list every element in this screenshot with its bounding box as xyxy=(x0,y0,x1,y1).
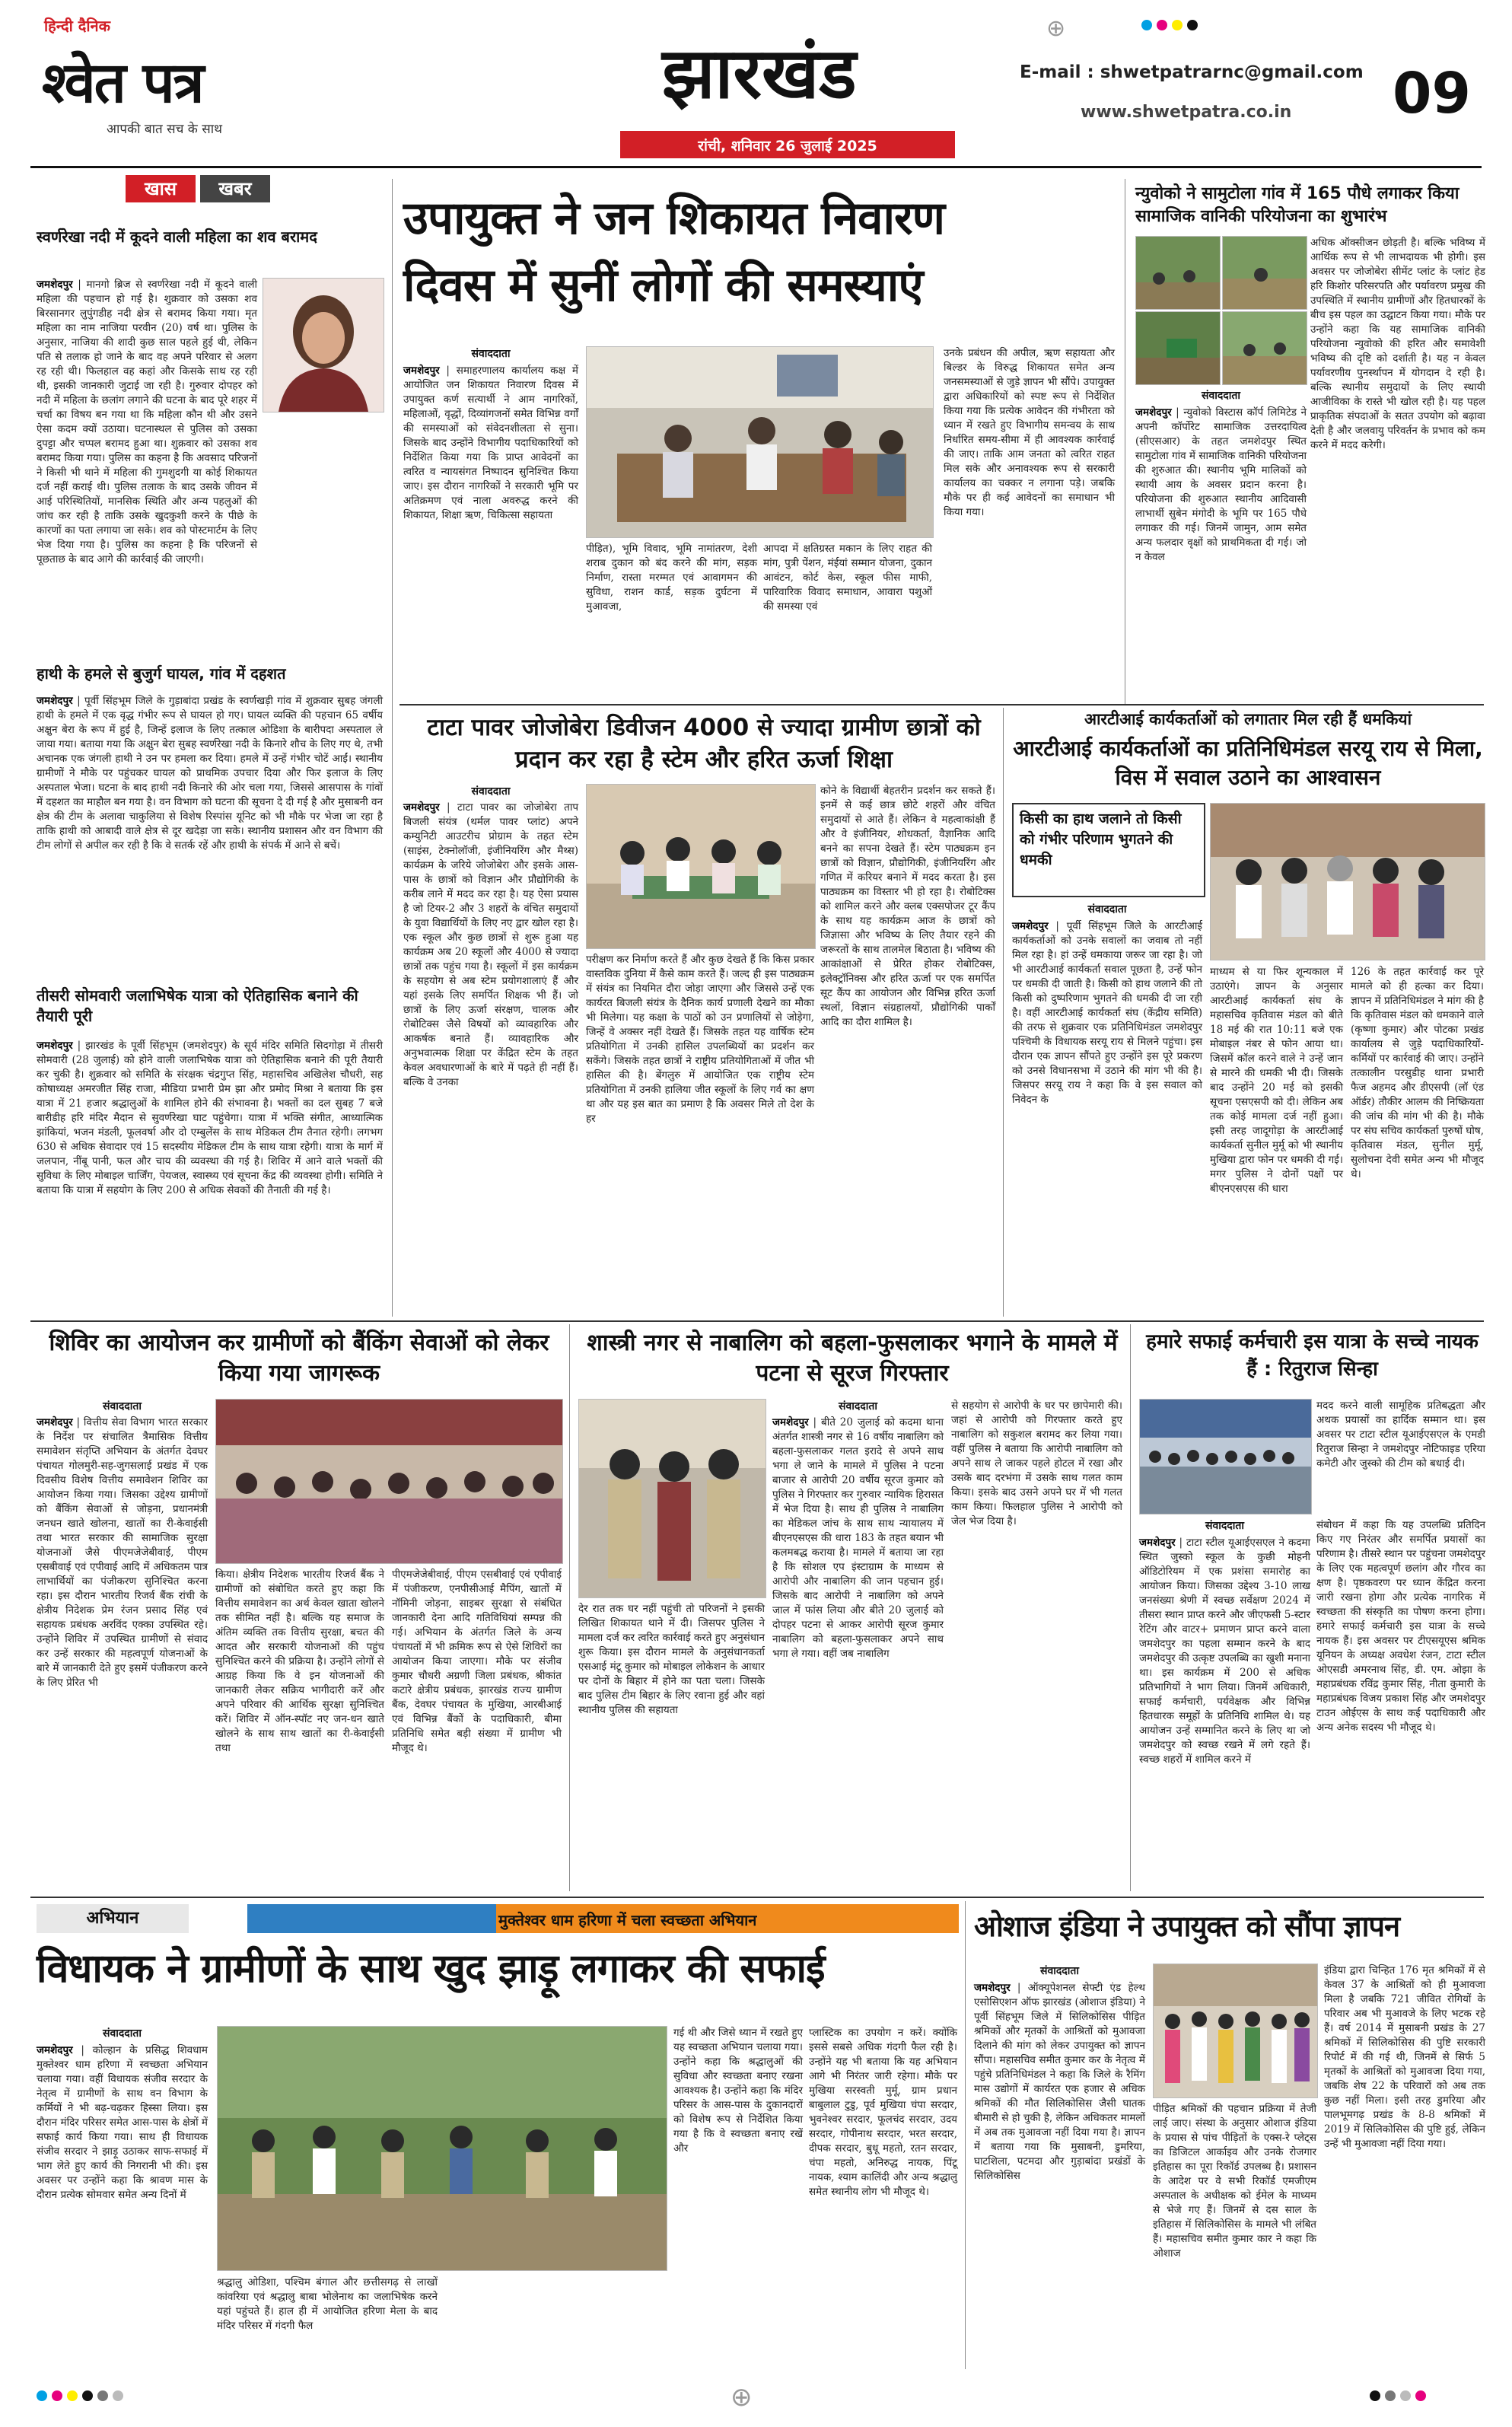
email-line: E-mail : shwetpatrarnc@gmail.com xyxy=(1020,62,1364,82)
footer-color-dots-left xyxy=(37,2390,128,2404)
oshaz-dateline: जमशेदपुर xyxy=(974,1982,1011,1994)
tree-headline: न्युवोको ने सामुटोला गांव में 165 पौधे लगाकर किया सामाजिक वानिकी परियोजना का शुभारंभ xyxy=(1135,184,1459,226)
bank-body-col2: किया। क्षेत्रीय निदेशक भारतीय रिजर्व बैंक ने ग्रामीणों को संबोधित करते हुए कहा कि वित्तीय समावेशन का अर्थ केवल खाता खोलने तक सीमित नहीं है। बल्कि यह समाज के अंतिम व्यक्ति तक वित्तीय सुरक्षा, बचत की आदत और सरकारी योजनाओं की पहुंच सुनिश्चित करने की प्रक्रिया है। उन्होंने लोगों से आग्रह किया कि वे इन योजनाओं की जानकारी लेकर सक्रिय भागीदारी करें और अपने परिवार की आर्थिक सुरक्षा सुनिश्चित करें। शिविर में ऑन-स्पॉट नए जन-धन खाते खोलने के साथ साथ खातों का री-केवाईसी तथा xyxy=(215,1569,384,1754)
sidebar-story3-text: झारखंड के पूर्वी सिंहभूम (जमशेदपुर) के सूर्य मंदिर समिति सिदगोड़ा में तीसरी सोमवारी (28 जुलाई) को होने वाली जलाभिषेक यात्रा को ऐतिहासिक बनाने की पूरी तैयारी कर चुकी है। शुक्रवार को समिति के संरक्षक चंद्रगुप्त सिंह, महासचिव अखिलेश चौधरी, सह कोषाध्यक्ष अमरजीत सिंह राजा, मीडिया प्रभारी प्रेम झा और प्रमोद मिश्रा ने बताया कि इस यात्रा में 21 हजार श्रद्धालुओं के शामिल होने की संभावना है। भक्तों का दल सुबह 7 बजे बारीडीह हरि मंदिर मैदान से सुवर्णरेखा घाट पहुंचेगा। यात्रा में भक्ति संगीत, आध्यात्मिक झांकियां, भजन मंडली, फूलवर्षा और दो एम्बुलेंस के साथ मेडिकल टीम तैनात रहेगी। लगभग 630 से अधिक सेवादार एवं 15 सदस्यीय मेडिकल टीम के साथ यात्रा रहेगी। यात्रा के मार्ग में जलपान, नींबू पानी, फल और चाय की व्यवस्था की गई है। शिविर में आने वाले भक्तों की सुविधा के लिए मोबाइल चार्जिंग, पेयजल, स्वास्थ्य एवं सूचना केंद्र की व्यवस्था होगी। समिति ने बताया कि यात्रा में सहयोग के लिए 200 से अधिक सेवकों की तैनाती की गई है। xyxy=(37,1040,383,1196)
tagline: आपकी बात सच के साथ xyxy=(107,122,223,137)
dateline-text: रांची, शनिवार 26 जुलाई 2025 xyxy=(698,138,877,154)
students-stem-lab-image xyxy=(587,785,815,948)
tree-bureau: संवाददाता xyxy=(1202,390,1240,402)
arrest-bureau: संवाददाता xyxy=(839,1400,877,1413)
tata-divider-right xyxy=(1003,708,1004,1317)
rti-body-col1-text: पूर्वी सिंहभूम जिले के आरटीआई कार्यकर्ताओं को उनके सवालों का जवाब तो नहीं मिल रहा है। हां उन्हें धमकाया जरूर जा रहा है। जो भी आरटीआई कार्यकर्ता सवाल पूछता है, उन्हें फोन पर धमकी दी जाती है। किसी को हाथ जलाने की तो किसी को दुष्परिणाम भुगतने की धमकी दी जा रही है। वहीं आरटीआई कार्यकर्ता संघ (केंद्रीय समिति) की तरफ से शुक्रवार एक प्रतिनिधिमंडल जमशेदपुर पश्चिमी के विधायक सरयू राय से मिलने पहुंचा। इस दौरान एक ज्ञापन सौंपते हुए उन्होंने इस पूरे प्रकरण को उनसे विधानसभा में उठाने की मांग भी की है। जिसपर सरयू राय ने कहा कि वे इस सवाल को निवेदन के xyxy=(1012,920,1202,1106)
oshaz-body-col2: पीड़ित श्रमिकों की पहचान प्रक्रिया में तेजी लाई जाए। संस्था के अनुसार ओशाज इंडिया के प्रयास से पांच पीड़ितों के एक्स-रे प्लेट्स का डिजिटल आर्काइव और उनके रोजगार इतिहास का पूरा रिकॉर्ड उपलब्ध है। प्रशासन के आदेश पर वे सभी रिकॉर्ड एमजीएम अस्पताल के अधीक्षक को ईमेल के माध्यम से भेजे गए हैं। जिनमें से दस साल के इतिहास में सिलिकोसिस के मामले भी लंबित हैं। महासचिव समीत कुमार कार ने कहा कि ओशाज xyxy=(1153,2103,1316,2260)
rti-body-col3: 126 के तहत कार्रवाई कर पूरे मामले को ही हल्का कर दिया। ज्ञापन में प्रतिनिधिमंडल ने मांग की है कि कृतिवास मंडल को धमकाने वाले (कृष्णा कुमार) और पोटका प्रखंड कार्यालय से जुड़े पदाधिकारियों-कर्मियों पर कार्रवाई की जाए। उन्होंने तत्कालीन परसुडीह थाना प्रभारी फैज अहमद और डीएसपी (लॉ एंड ऑर्डर) तौकीर आलम की निष्क्रियता की जांच की मांग भी की है। मौके पर संघ सचिव कार्यकर्ता पुरुषों घोष, कृतिवास मंडल, सुनील मुर्मू, सुलोचना देवी समेत अन्य भी मौजूद थे। xyxy=(1351,966,1484,1180)
rti-bureau: संवाददाता xyxy=(1087,903,1127,916)
mla-banner-text: मुक्तेश्वर धाम हरिणा में चला स्वच्छता अभियान xyxy=(498,1911,757,1929)
rti-photo xyxy=(1210,803,1485,960)
row3-rule xyxy=(30,1897,1484,1898)
lead-bureau: संवाददाता xyxy=(471,348,511,360)
mla-body-col1-text: कोल्हान के प्रसिद्ध शिवधाम मुक्तेश्वर धाम हरिणा में स्वच्छता अभियान चलाया गया। वहीं विधायक संजीव सरदार के नेतृत्व में ग्रामीणों के साथ वन विभाग के कर्मियों ने भी बढ़-चढ़कर हिस्सा लिया। इस दौरान मंदिर परिसर समेत आस-पास के क्षेत्रों में सफाई कार्य किया गया। साथ ही विधायक संजीव सरदार ने झाड़ू उठाकर साफ-सफाई में भाग लेते हुए कार्य की निगरानी भी की। इस अवसर पर उन्होंने कहा कि श्रावण मास के दौरान प्रत्येक सोमवार समेत अन्य दिनों में xyxy=(37,2044,208,2201)
sanitation-workers-group-image xyxy=(1140,1400,1311,1514)
masthead xyxy=(0,0,1512,164)
lead-dateline: जमशेदपुर xyxy=(403,365,440,377)
tree-photo-3 xyxy=(1135,311,1221,385)
plantation-image xyxy=(1136,312,1220,384)
rti-pullquote-box xyxy=(1012,803,1205,897)
tata-body-col2: परीक्षण कर निर्माण करते हैं और कुछ देखते हैं कि किस प्रकार वास्तविक दुनिया में कैसे काम करते हैं। जल्द ही इस पाठ्यक्रम में संयंत्र का नियमित दौरा जोड़ा जाएगा और जिससे उन्हें एक कार्यरत बिजली संयंत्र के दैनिक कार्य प्रणाली देखने का मौका भी मिलेगा। यह कक्षा के पाठों को उन प्रणालियों से जोड़ेगा, जिन्हें वे अक्सर नहीं देखते हैं। जिसके तहत यह वार्षिक स्टेम प्रतियोगिता में उनकी हासिल उपलब्धियों का प्रदर्शन कर सकेंगे। जिसके तहत छात्रों ने राष्ट्रीय प्रतियोगिताओं में जीत भी हासिल की है। बेंगलुरु में आयोजित एक राष्ट्रीय स्टेम प्रतियोगिता में उनकी हालिया जीत स्कूलों के लिए गर्व का क्षण था और यह इस बात का प्रमाण है कि अवसर मिले तो देश के हर xyxy=(586,954,814,1125)
rti-kicker: आरटीआई कार्यकर्ताओं को लगातार मिल रही हैं धमकियां xyxy=(1084,710,1412,728)
tata-photo xyxy=(586,784,816,949)
police-arrest-image xyxy=(579,1400,766,1597)
bank-headline: शिविर का आयोजन कर ग्रामीणों को बैंकिंग सेवाओं को लेकर किया गया जागरूक xyxy=(49,1330,549,1387)
cleanliness-drive-image xyxy=(218,2027,667,2270)
mla-body-col3: गई थी और जिसे ध्यान में रखते हुए यह स्वच्छता अभियान चलाया गया। उन्होंने कहा कि श्रद्धालुओं की सुविधा और स्वच्छता बनाए रखना आवश्यक है। उन्होंने कहा कि मंदिर परिसर के आस-पास के दुकानदारों को विशेष रूप से निर्देशित किया गया है कि वे स्वच्छता बनाए रखें और xyxy=(673,2027,803,2155)
tree-photo-4 xyxy=(1222,311,1307,385)
delegation-meeting-image xyxy=(1211,804,1485,960)
oshaz-headline: ओशाज इंडिया ने उपायुक्त को सौंपा ज्ञापन xyxy=(974,1909,1400,1943)
row1-rule xyxy=(399,704,1484,705)
row2-rule xyxy=(30,1320,1484,1322)
lead-headline-line1: उपायुक्त ने जन शिकायत निवारण xyxy=(403,192,944,245)
footer-color-dots-right xyxy=(1370,2390,1431,2404)
arrest-body-col1: जमशेदपुर | बीते 20 जुलाई को कदमा थाना अंतर्गत शास्त्री नगर से 16 वर्षीय नाबालिग को बहला-फुसलाकर गलत इरादे से अपने साथ भगा ले जाने के मामले में पुलिस ने पटना बाजार से आरोपी 20 वर्षीय सूरज कुमार को पुलिस ने गिरफ्तार कर गुरुवार न्यायिक हिरासत में भेज दिया है। साथ ही पुलिस ने नाबालिग का मेडिकल जांच के साथ साथ न्यायालय में बीएनएसएस की धारा 183 के तहत बयान भी कलमबद्ध कराया है। मामले में बताया जा रहा है कि सोशल एप इंस्टाग्राम के माध्यम से आरोपी और नाबालिग की जान पहचान हुई। जिसके बाद आरोपी ने नाबालिग को अपने जाल में फांस लिया और बीते 20 जुलाई को दोपहर पटना से आकर आरोपी सूरज कुमार नाबालिग को बहला-फुसलाकर अपने साथ भगा ले गया। वहीं जब नाबालिग xyxy=(772,1416,944,1660)
tree-body-right: अधिक ऑक्सीजन छोड़ती है। बल्कि भविष्य में आर्थिक रूप से भी लाभदायक भी होगी। इस अवसर पर जोजोबेरा सीमेंट प्लांट के प्लांट हेड हरि किशोर परिसरपति और पर्यावरण प्रमुख की उपस्थिति में स्थानीय ग्रामीणों और हितधारकों के बीच इस पहल का उद्घाटन किया गया। मौके पर उन्होंने कहा कि यह सामाजिक वानिकी परियोजना न्युवोको की हरित और समावेशी भविष्य की दृष्टि को दर्शाती है। यह न केवल पर्यावरणीय पुनर्स्थापन में योगदान दे रही है। बल्कि स्थानीय समुदायों के लिए स्थायी आजीविका के रास्ते भी खोल रही है। यह पहल प्राकृतिक संपदाओं के सतत उपयोग को बढ़ावा देती है और जलवायु परिवर्तन के प्रभाव को कम करने में मदद करेगी। xyxy=(1310,237,1485,451)
rti-body-col1: जमशेदपुर | पूर्वी सिंहभूम जिले के आरटीआई कार्यकर्ताओं को उनके सवालों का जवाब तो नहीं मिल रहा है। हां उन्हें धमकाया जरूर जा रहा है। जो भी आरटीआई कार्यकर्ता सवाल पूछता है, उन्हें फोन पर धमकी दी जाती है। किसी को हाथ जलाने की तो किसी को दुष्परिणाम भुगतने की धमकी दी जा रही है। वहीं आरटीआई कार्यकर्ता संघ (केंद्रीय समिति) की तरफ से शुक्रवार एक प्रतिनिधिमंडल जमशेदपुर पश्चिमी के विधायक सरयू राय से मिलने पहुंचा। इस दौरान एक ज्ञापन सौंपते हुए उन्होंने इस पूरे प्रकरण को उनसे विधानसभा में उठाने की मांग भी की है। जिसपर सरयू राय ने कहा कि वे इस सवाल को निवेदन के xyxy=(1012,920,1202,1106)
safai-photo xyxy=(1139,1399,1312,1514)
rti-headline: आरटीआई कार्यकर्ताओं का प्रतिनिधिमंडल सरयू राय से मिला, विस में सवाल उठाने का आश्वासन xyxy=(1013,736,1483,790)
tata-dateline: जमशेदपुर xyxy=(403,801,440,814)
sidebar-story2-headline: हाथी के हमले से बुजुर्ग घायल, गांव में दहशत xyxy=(37,664,286,683)
mla-section-label: अभियान xyxy=(37,1904,189,1933)
rti-pullquote: किसी का हाथ जलाने तो किसी को गंभीर परिणाम भुगतने की धमकी xyxy=(1020,811,1182,868)
sidebar-story1-headline: स्वर्णरेखा नदी में कूदने वाली महिला का शव बरामद xyxy=(37,228,317,246)
registration-mark: ⊕ xyxy=(1046,15,1066,42)
page-number: 09 xyxy=(1393,61,1471,126)
mla-headline: विधायक ने ग्रामीणों के साथ खुद झाड़ू लगाकर की सफाई xyxy=(37,1946,825,1992)
arrest-divider-right xyxy=(1130,1324,1131,1891)
safai-headline: हमारे सफाई कर्मचारी इस यात्रा के सच्चे नायक हैं : रितुराज सिन्हा xyxy=(1146,1330,1479,1381)
mla-divider-right xyxy=(965,1901,966,2369)
sidebar-story1-dateline: जमशेदपुर xyxy=(37,279,73,291)
tree-dateline: जमशेदपुर xyxy=(1135,406,1172,419)
sidebar-story3-dateline: जमशेदपुर xyxy=(37,1040,73,1052)
oshaz-body-col1: जमशेदपुर | ऑक्यूपेशनल सेफ्टी एंड हेल्थ एसोसिएशन ऑफ झारखंड (ओशाज इंडिया) ने पूर्वी सिंहभूम जिले में सिलिकोसिस पीड़ित श्रमिकों और मृतकों के आश्रितों को मुआवजा दिलाने की मांग को लेकर उपायुक्त को ज्ञापन सौंपा। महासचिव समीत कुमार कर के नेतृत्व में पहुंचे प्रतिनिधिमंडल ने कहा कि जिले के रैमिंग मास उद्योगों में कार्यरत एक हजार से अधिक श्रमिकों की मौत सिलिकोसिस जैसी घातक बीमारी से हो चुकी है, लेकिन अधिकतर मामलों में अब तक मुआवजा नहीं दिया गया है। ज्ञापन में बताया गया कि मुसाबनी, डुमरिया, घाटशिला, पटमदा और गुड़ाबांदा प्रखंडों के सिलिकोसिस xyxy=(974,1982,1145,2182)
tree-photo-1 xyxy=(1135,236,1221,310)
office-meeting-image xyxy=(587,347,933,537)
lead-body-col4: उनके प्रबंधन की अपील, ऋण सहायता और बिल्डर के विरुद्ध शिकायत समेत अन्य जनसमस्याओं से जुड़े ज्ञापन भी सौंपे। उपायुक्त द्वारा अधिकारियों को स्पष्ट रूप से निर्देशित किया गया कि प्रत्येक आवेदन की गंभीरता को ध्यान में रखते हुए विभागीय समन्वय के साथ निर्धारित समय-सीमा में ही आवश्यक कार्रवाई की जाए। ताकि आम जनता को त्वरित राहत मिल सके और अनावश्यक रूप से सरकारी कार्यालय का चक्कर न लगाना पड़े। जबकि मौके पर ही कई आवेदनों का समाधान भी किया गया। xyxy=(944,347,1115,518)
bank-dateline: जमशेदपुर xyxy=(37,1416,73,1428)
lead-headline-line2: दिवस में सुनीं लोगों की समस्याएं xyxy=(403,259,923,312)
sidebar-story2-text: पूर्वी सिंहभूम जिले के गुड़ाबांदा प्रखंड के स्वर्णखड़ी गांव में शुक्रवार सुबह जंगली हाथी के हमले में एक वृद्ध गंभीर रूप से घायल हो गए। घायल व्यक्ति की पहचान 65 वर्षीय अक्षुन बेरा के रूप में हुई है, जिन्हें इलाज के लिए तत्काल ओडिशा के बारीपदा अस्पताल ले जाया गया। बताया गया कि अक्षुन बेरा सुबह स्वर्णरेखा नदी के किनारे शौच के लिए गए थे, तभी अचानक एक जंगली हाथी ने उन पर हमला कर दिया। हमले में उन्हें गंभीर चोटें आईं। स्थानीय ग्रामीणों ने मौके पर पहुंचकर घायल को प्राथमिक उपचार दिया और फिर इलाज के लिए अस्पताल भेजा। घटना के बाद हाथी नदी किनारे की ओर चला गया, जिससे आसपास के गांवों में दहशत का माहौल बन गया है। वन विभाग को घटना की सूचना दे दी गई है और मुसाबनी वन क्षेत्र की टीम के अलावा चाकुलिया से विशेष रिस्पांस यूनिट को भी मौके पर भेजा जा रहा है ताकि हाथी को आबादी वाले क्षेत्र से दूर खदेड़ा जा सके। स्थानीय प्रशासन और वन विभाग की टीम लोगों से अपील कर रही है कि वे सतर्क रहें और हाथी के संपर्क में आने से बचें। xyxy=(37,695,383,852)
sidebar-story1-text: मानगो ब्रिज से स्वर्णरेखा नदी में कूदने वाली महिला की पहचान हो गई है। शुक्रवार को उसका शव बिरसानगर लुपुंगडीह नदी क्षेत्र से बरामद किया गया। मृत महिला का नाम नाजिया परवीन (20) वर्ष था। पुलिस के अनुसार, नाजिया की शादी कुछ साल पहले हुई थी, लेकिन पति से तलाक हो जाने के बाद वह अपने परिवार से अलग रह रही थी। फिलहाल वह कहां और किसके साथ रह रही थी, इसकी जानकारी जुटाई जा रही है। गुरुवार दोपहर को नदी में महिला के छलांग लगाने की घटना के बाद पूरे शहर में चर्चा का विषय बन गया था कि महिला कौन थी और उसने ऐसा कदम क्यों उठाया। घटनास्थल से पुलिस को उसका दुपट्टा और चप्पल बरामद हुआ था। शुक्रवार को उसका शव बरामद किया गया। पुलिस का कहना है कि अवसाद परिजनों ने किसी भी थाने में महिला की गुमशुदगी या कोई शिकायत दर्ज नहीं कराई थी। पुलिस तलाक के बाद उसके जीवन में आई परिस्थितियों, मानसिक स्थिति और अन्य पहलुओं की जांच कर रही है ताकि उसके खुदकुशी करने के पीछे के कारणों का पता लगाया जा सके। शव को पोस्टमार्टम के लिए भेज दिया गया है। पुलिस का कहना है कि परिजनों से पूछताछ के बाद आगे की कार्रवाई की जाएगी। xyxy=(37,279,257,565)
sidebar-story1-photo xyxy=(263,278,384,412)
sidebar-label-b: खबर xyxy=(200,175,270,202)
safai-body-col1: जमशेदपुर | टाटा स्टील यूआईएसएल ने कदमा स्थित जुस्को स्कूल के कुछी मोहनी ऑडिटोरियम में एक प्रशंसा समारोह का आयोजन किया। जिसका उद्देश्य 3-10 लाख जनसंख्या श्रेणी में स्वच्छ सर्वेक्षण 2024 में तीसरा स्थान प्राप्त करने और जीएफसी 5-स्टार रेटिंग और वाटर+ प्रमाणन प्राप्त करने वाला जमशेदपुर का पहला सम्मान करने के बाद जमशेदपुर की उत्कृष्ट उपलब्धि का खुशी मनाना था। इस कार्यक्रम में 200 से अधिक प्रतिभागियों ने भाग लिया। जिनमें अधिकारी, सफाई कर्मचारी, पर्यवेक्षक और विभिन्न हितधारक समूहों के प्रतिनिधि शामिल थे। यह आयोजन उन्हें सम्मानित करने के लिए था जो जमशेदपुर को स्वच्छ रखने में लगे रहते हैं। स्वच्छ शहरों में शामिल करने में xyxy=(1139,1537,1310,1766)
sidebar-divider xyxy=(392,179,393,1317)
safai-body-top: मदद करने वाली सामूहिक प्रतिबद्धता और अथक प्रयासों का हार्दिक सम्मान था। इस अवसर पर टाटा स्टील यूआईएसएल के एमडी रितुराज सिन्हा ने जमशेदपुर नोटिफाइड एरिया कमेटी और जुस्को की टीम को बधाई दी। xyxy=(1316,1400,1485,1470)
mla-bureau: संवाददाता xyxy=(103,2027,142,2040)
mla-banner xyxy=(247,1904,959,1933)
bank-body-col1-text: वित्तीय सेवा विभाग भारत सरकार के निर्देश पर संचालित त्रैमासिक वित्तीय समावेशन संतृप्ति अभियान के अंतर्गत देवघर पंचायत गोलमुरी-सह-जुगसलाई प्रखंड में एक दिवसीय विशेष वित्तीय समावेशन शिविर का आयोजन किया गया। जिसका उद्देश्य ग्रामीणों को बैंकिंग सेवाओं से जोड़ना, प्रधानमंत्री जनधन खाते खोलना, खातों का री-केवाईसी तथा भारत सरकार की सामाजिक सुरक्षा योजनाओं जैसे पीएमजेजेबीवाई, पीएम एसबीवाई एवं एपीवाई आदि में अधिकतम पात्र लाभार्थियों का पंजीकरण सुनिश्चित करना रहा। इस दौरान भारतीय रिजर्व बैंक रांची के क्षेत्रीय निदेशक प्रेम रंजन प्रसाद सिंह एवं सहायक प्रबंधक अरविंद एक्का उपस्थित रहे। उन्होंने शिविर में उपस्थित ग्रामीणों से संवाद कर उन्हें सरकार की महत्वपूर्ण योजनाओं के बारे में जानकारी देते हुए इसमें पंजीकरण करने के लिए प्रेरित भी xyxy=(37,1416,208,1689)
tata-headline: टाटा पावर जोजोबेरा डिवीजन 4000 से ज्यादा ग्रामीण छात्रों को प्रदान कर रहा है स्टेम और हरित ऊर्जा शिक्षा xyxy=(427,714,981,773)
tata-body-col1: जमशेदपुर | टाटा पावर का जोजोबेरा ताप बिजली संयंत्र (थर्मल पावर प्लांट) अपने कम्युनिटी आउटरीच प्रोग्राम के तहत स्टेम (साइंस, टेक्नोलॉजी, इंजीनियरिंग और मैथ्स) कार्यक्रम के जरिये जोजोबेरा और इसके आस-पास के छात्रों को विज्ञान और प्रौद्योगिकी के करीब लाने में मदद कर रहा है। यह ऐसा प्रयास है जो टियर-2 और 3 शहरों के वंचित समुदायों के युवा विद्यार्थियों के लिए नए द्वार खोल रहा है। एक स्कूल और कुछ छात्रों से शुरू हुआ यह कार्यक्रम अब 20 स्कूलों और 4000 से ज्यादा छात्रों तक पहुंच गया है। स्कूलों में इस कार्यक्रम के सहयोग से अब स्टेम प्रयोगशालाएं हैं और यहां इसके लिए समर्पित शिक्षक भी हैं। जो छात्रों के लिए ऊर्जा संरक्षण, चालक और रोबोटिक्स जैसे विषयों को व्यावहारिक और आकर्षक बनाते हैं। व्यावहारिक और अनुभवात्मक शिक्षा पर केंद्रित स्टेम के तहत केवल अवधारणाओं के बारे में पढ़ते ही नहीं हैं। बल्कि वे उनका xyxy=(403,801,579,1088)
lead-body-col2: पीड़ित), भूमि विवाद, भूमि नामांतरण, देशी शराब दुकान को बंद करने की मांग, सड़क निर्माण, रास्ता मरम्मत एवं आवागमन की सुविधा, राशन कार्ड, सड़क दुर्घटना में मुआवजा, xyxy=(586,543,757,613)
bank-body-col3: पीएमजेजेबीवाई, पीएम एसबीवाई एवं एपीवाई में पंजीकरण, एनपीसीआई मैपिंग, खातों में नॉमिनी जोड़ना, साइबर सुरक्षा से संबंधित जानकारी देना आदि गतिविधियां सम्पन्न की गई। अभियान के अंतर्गत जिले के अन्य पंचायतों में भी क्रमिक रूप से ऐसे शिविरों का आयोजन किया जाएगा। मौके पर संजीव कुमार चौधरी अग्रणी जिला प्रबंधक, श्रीकांत कटारे क्षेत्रीय प्रबंधक, झारखंड राज्य ग्रामीण बैंक, देवघर पंचायत के मुखिया, आरबीआई एवं विभिन्न बैंकों के पदाधिकारी, बीमा प्रतिनिधि समेत बड़ी संख्या में ग्रामीण भी मौजूद थे। xyxy=(392,1569,562,1754)
mla-body-col1: जमशेदपुर | कोल्हान के प्रसिद्ध शिवधाम मुक्तेश्वर धाम हरिणा में स्वच्छता अभियान चलाया गया। वहीं विधायक संजीव सरदार के नेतृत्व में ग्रामीणों के साथ वन विभाग के कर्मियों ने भी बढ़-चढ़कर हिस्सा लिया। इस दौरान मंदिर परिसर समेत आस-पास के क्षेत्रों में सफाई कार्य किया गया। साथ ही विधायक संजीव सरदार ने झाड़ू उठाकर साफ-सफाई में भाग लेते हुए कार्य की निगरानी भी की। इस अवसर पर उन्होंने कहा कि श्रावण मास के दौरान प्रत्येक सोमवार समेत अन्य दिनों में xyxy=(37,2044,208,2201)
mla-photo xyxy=(217,2026,667,2271)
arrest-body-col1-text: बीते 20 जुलाई को कदमा थाना अंतर्गत शास्त्री नगर से 16 वर्षीय नाबालिग को बहला-फुसलाकर गलत इरादे से अपने साथ भगा ले जाने के मामले में पुलिस ने पटना बाजार से आरोपी 20 वर्षीय सूरज कुमार को पुलिस ने गिरफ्तार कर गुरुवार न्यायिक हिरासत में भेज दिया है। साथ ही पुलिस ने नाबालिग का मेडिकल जांच के साथ साथ न्यायालय में बीएनएसएस की धारा 183 के तहत बयान भी कलमबद्ध कराया है। मामले में बताया जा रहा है कि सोशल एप इंस्टाग्राम के माध्यम से आरोपी और नाबालिग की जान पहचान हुई। जिसके बाद आरोपी ने नाबालिग को अपने जाल में फांस लिया और बीते 20 जुलाई को दोपहर पटना से आकर आरोपी सूरज कुमार नाबालिग को बहला-फुसलाकर अपने साथ भगा ले गया। वहीं जब नाबालिग xyxy=(772,1416,944,1660)
tata-bureau: संवाददाता xyxy=(471,785,511,798)
tata-body-col1-text: टाटा पावर का जोजोबेरा ताप बिजली संयंत्र (थर्मल पावर प्लांट) अपने कम्युनिटी आउटरीच प्रोग्राम के तहत स्टेम (साइंस, टेक्नोलॉजी, इंजीनियरिंग और मैथ्स) कार्यक्रम के जरिये जोजोबेरा और इसके आस-पास के छात्रों को विज्ञान और प्रौद्योगिकी के करीब लाने में मदद कर रहा है। यह ऐसा प्रयास है जो टियर-2 और 3 शहरों के वंचित समुदायों के युवा विद्यार्थियों के लिए नए द्वार खोल रहा है। एक स्कूल और कुछ छात्रों से शुरू हुआ यह कार्यक्रम अब 20 स्कूलों और 4000 से ज्यादा छात्रों तक पहुंच गया है। स्कूलों में इस कार्यक्रम के सहयोग से अब स्टेम प्रयोगशालाएं हैं और यहां इसके लिए समर्पित शिक्षक भी हैं। जो छात्रों के लिए ऊर्जा संरक्षण, चालक और रोबोटिक्स जैसे विषयों को व्यावहारिक और आकर्षक बनाते हैं। व्यावहारिक और अनुभवात्मक शिक्षा पर केंद्रित स्टेम के तहत केवल अवधारणाओं के बारे में पढ़ते ही नहीं हैं। बल्कि वे उनका xyxy=(403,801,579,1088)
footer-registration-mark: ⊕ xyxy=(731,2382,753,2413)
arrest-body-col3: से सहयोग से आरोपी के घर पर छापेमारी की। जहां से आरोपी को गिरफ्तार करते हुए नाबालिग को सकुशल बरामद कर लिया गया। वहीं पुलिस ने बताया कि आरोपी नाबालिग को अपने साथ ले जाकर पहले होटल में रखा और उसके बाद दरभंगा में उसके साथ गलत काम किया। इसके बाद उसने अपने घर में भी गलत काम किया। फिलहाल पुलिस ने आरोपी को जेल भेज दिया है। xyxy=(951,1400,1122,1527)
paper-name: श्वेत पत्र xyxy=(42,50,203,116)
oshaz-photo xyxy=(1153,1964,1318,2098)
mla-body-col2: श्रद्धालु ओडिशा, पश्चिम बंगाल और छत्तीसगढ़ से लाखों कांवरिया एवं श्रद्धालु बाबा भोलेनाथ का जलाभिषेक करने यहां पहुंचते हैं। हाल ही में आयोजित हरिणा मेला के बाद मंदिर परिसर में गंदगी फैल xyxy=(217,2276,438,2332)
sidebar-story1-body: जमशेदपुर | मानगो ब्रिज से स्वर्णरेखा नदी में कूदने वाली महिला की पहचान हो गई है। शुक्रवार को उसका शव बिरसानगर लुपुंगडीह नदी क्षेत्र से बरामद किया गया। मृत महिला का नाम नाजिया परवीन (20) वर्ष था। पुलिस के अनुसार, नाजिया की शादी कुछ साल पहले हुई थी, लेकिन पति से तलाक हो जाने के बाद वह अपने परिवार से अलग रह रही थी। फिलहाल वह कहां और किसके साथ रह रही थी, इसकी जानकारी जुटाई जा रही है। गुरुवार दोपहर को नदी में महिला के छलांग लगाने की घटना के बाद पूरे शहर में चर्चा का विषय बन गया था कि महिला कौन थी और उसने ऐसा कदम क्यों उठाया। घटनास्थल से पुलिस को उसका दुपट्टा और चप्पल बरामद हुआ था। शुक्रवार को उसका शव बरामद किया गया। पुलिस का कहना है कि अवसाद परिजनों ने किसी भी थाने में महिला की गुमशुदगी या कोई शिकायत दर्ज नहीं कराई थी। पुलिस तलाक के बाद उसके जीवन में आई परिस्थितियों, मानसिक स्थिति और अन्य पहलुओं की जांच कर रही है ताकि उसके खुदकुशी करने के पीछे के कारणों का पता लगाया जा सके। शव को पोस्टमार्टम के लिए भेज दिया गया है। पुलिस का कहना है कि परिजनों से पूछताछ के बाद आगे की कार्रवाई की जाएगी। xyxy=(37,279,257,565)
arrest-body-col2: देर रात तक घर नहीं पहुंची तो परिजनों ने इसकी लिखित शिकायत थाने में दी। जिसपर पुलिस ने मामला दर्ज कर त्वरित कार्रवाई करते हुए अनुसंधान शुरू किया। इस दौरान मामले के अनुसंधानकर्ता एसआई मंटू कुमार को मोबाइल लोकेशन के आधार पर दोनों के बिहार में होने का पता चला। जिसके बाद पुलिस टीम बिहार के लिए रवाना हुई और वहां स्थानीय पुलिस की सहायता xyxy=(578,1603,765,1716)
bank-photo xyxy=(215,1399,563,1564)
sidebar-label-a: खास xyxy=(126,175,196,202)
memorandum-delegation-image xyxy=(1154,1964,1317,2097)
sidebar-story3-headline: तीसरी सोमवारी जलाभिषेक यात्रा को ऐतिहासिक बनाने की तैयारी पूरी xyxy=(37,986,358,1025)
tree-body-left: जमशेदपुर | न्युवोको विस्टास कॉर्प लिमिटेड ने अपनी कॉर्पोरेट सामाजिक उत्तरदायित्व (सीएसआर) के तहत जमशेदपुर स्थित सामुटोला गांव में सामाजिक वानिकी परियोजना की शुरुआत की। स्थानीय भूमि मालिकों को स्थायी आय के अवसर प्रदान करना है। परियोजना की शुरुआत स्थानीय आदिवासी लाभार्थी सुबेन मंगोदी के भूमि पर 165 पौधे लगाकर की गई। जिनमें जामुन, आम समेत अन्य फलदार वृक्षों को प्राथमिकता दी गई। जो न केवल xyxy=(1135,406,1307,563)
rti-dateline: जमशेदपुर xyxy=(1012,920,1049,932)
arrest-photo xyxy=(578,1399,766,1598)
oshaz-body-col1-text: ऑक्यूपेशनल सेफ्टी एंड हेल्थ एसोसिएशन ऑफ झारखंड (ओशाज इंडिया) ने पूर्वी सिंहभूम जिले में सिलिकोसिस पीड़ित श्रमिकों और मृतकों के आश्रितों को मुआवजा दिलाने की मांग को लेकर उपायुक्त को ज्ञापन सौंपा। महासचिव समीत कुमार कर के नेतृत्व में पहुंचे प्रतिनिधिमंडल ने कहा कि जिले के रैमिंग मास उद्योगों में कार्यरत एक हजार से अधिक श्रमिकों की मौत सिलिकोसिस जैसी घातक बीमारी से हो चुकी है, लेकिन अधिकतर मामलों में अब तक मुआवजा नहीं दिया गया है। ज्ञापन में बताया गया कि मुसाबनी, डुमरिया, घाटशिला, पटमदा और गुड़ाबांदा प्रखंडों के सिलिकोसिस xyxy=(974,1982,1145,2182)
tata-body-col3: कोने के विद्यार्थी बेहतरीन प्रदर्शन कर सकते हैं। इनमें से कई छात्र छोटे शहरों और वंचित समुदायों से आते हैं। लेकिन वे महत्वाकांक्षी हैं और वे इंजीनियर, शोधकर्ता, वैज्ञानिक आदि बनने का सपना देखते हैं। स्टेम पाठ्यक्रम इन छात्रों को विज्ञान, प्रौद्योगिकी, इंजीनियरिंग और गणित में करियर बनाने में मदद करता है। इस पाठ्यक्रम का विस्तार भी हो रहा है। रोबोटिक्स को शामिल करने और क्लब एक्सपोजर टूर कैंप के साथ यह कार्यक्रम आज के छात्रों को जिज्ञासा और भविष्य के लिए तैयार रहने की जरूरतों के साथ तालमेल बिठाता है। भविष्य की आकांक्षाओं से प्रेरित होकर रोबोटिक्स, इलेक्ट्रॉनिक्स और हरित ऊर्जा पर एक समर्पित सूट कैंप का आयोजन और विभिन्न हरित ऊर्जा स्थलों, विज्ञान संग्रहालयों, प्रौद्योगिकी पार्कों आदि का दौरा शामिल है। xyxy=(820,785,995,1028)
sidebar-story3-body: जमशेदपुर | झारखंड के पूर्वी सिंहभूम (जमशेदपुर) के सूर्य मंदिर समिति सिदगोड़ा में तीसरी सोमवारी (28 जुलाई) को होने वाली जलाभिषेक यात्रा को ऐतिहासिक बनाने की पूरी तैयारी कर चुकी है। शुक्रवार को समिति के संरक्षक चंद्रगुप्त सिंह, महासचिव अखिलेश चौधरी, सह कोषाध्यक्ष अमरजीत सिंह राजा, मीडिया प्रभारी प्रेम झा और प्रमोद मिश्रा ने बताया कि इस यात्रा में 21 हजार श्रद्धालुओं के शामिल होने की संभावना है। भक्तों का दल सुबह 7 बजे बारीडीह हरि मंदिर मैदान से सुवर्णरेखा घाट पहुंचेगा। यात्रा में भक्ति संगीत, आध्यात्मिक झांकियां, भजन मंडली, फूलवर्षा और दो एम्बुलेंस के साथ मेडिकल टीम तैनात रहेगी। लगभग 630 से अधिक सेवादार एवं 15 सदस्यीय मेडिकल टीम के साथ यात्रा रहेगी। यात्रा के मार्ग में जलपान, नींबू पानी, फल और चाय की व्यवस्था की गई है। शिविर में आने वाले भक्तों की सुविधा के लिए मोबाइल चार्जिंग, पेयजल, स्वास्थ्य एवं सूचना केंद्र की व्यवस्था होगी। समिति ने बताया कि यात्रा में सहयोग के लिए 200 से अधिक सेवकों की तैनाती की गई है। xyxy=(37,1040,383,1196)
safai-bureau: संवाददाता xyxy=(1205,1520,1244,1532)
oshaz-bureau: संवाददाता xyxy=(1040,1965,1079,1977)
bank-divider-right xyxy=(569,1324,570,1891)
bank-bureau: संवाददाता xyxy=(103,1400,142,1413)
lead-photo xyxy=(586,346,934,538)
financial-camp-crowd-image xyxy=(216,1400,562,1563)
lead-body-col3: आपदा में क्षतिग्रस्त मकान के लिए राहत की मांग, पुत्री पेंशन, मंईयां सम्मान योजना, दुकान आवंटन, कोर्ट केस, स्कूल फीस माफी, पारिवारिक विवाद समाधान, आवारा पशुओं की समस्या एवं xyxy=(763,543,932,613)
arrest-dateline: जमशेदपुर xyxy=(772,1416,809,1428)
rti-body-col2: माध्यम से या फिर शून्यकाल में उठाएंगे। ज्ञापन के अनुसार आरटीआई कार्यकर्ता संघ के महासचिव कृतिवास मंडल को बीते 18 मई की रात 10:11 बजे एक मोबाइल नंबर से फोन आया था। जिसमें कॉल करने वाले ने उन्हें जान से मारने की धमकी भी दी। जिसके बाद उन्होंने 20 मई को इसकी सूचना एसएसपी को दी। लेकिन अब तक कोई मामला दर्ज नहीं हुआ। इसी तरह जादूगोड़ा के आरटीआई कार्यकर्ता सुनील मुर्मू को भी स्थानीय मुखिया द्वारा फोन पर धमकी दी गई। मगर पुलिस ने दोनों पक्षों पर बीएनएसएस की धारा xyxy=(1210,966,1343,1195)
dateline-bar xyxy=(620,131,955,158)
sidebar-story2-dateline: जमशेदपुर xyxy=(37,695,73,707)
safai-body-col1-text: टाटा स्टील यूआईएसएल ने कदमा स्थित जुस्को स्कूल के कुछी मोहनी ऑडिटोरियम में एक प्रशंसा समारोह का आयोजन किया। जिसका उद्देश्य 3-10 लाख जनसंख्या श्रेणी में स्वच्छ सर्वेक्षण 2024 में तीसरा स्थान प्राप्त करने और जीएफसी 5-स्टार रेटिंग और वाटर+ प्रमाणन प्राप्त करने वाला जमशेदपुर का पहला सम्मान करने के बाद जमशेदपुर की उत्कृष्ट उपलब्धि का खुशी मनाना था। इस कार्यक्रम में 200 से अधिक प्रतिभागियों ने भाग लिया। जिनमें अधिकारी, सफाई कर्मचारी, पर्यवेक्षक और विभिन्न हितधारक समूहों के प्रतिनिधि शामिल थे। यह आयोजन उन्हें सम्मानित करने के लिए था जो जमशेदपुर को स्वच्छ रखने में लगे रहते हैं। स्वच्छ शहरों में शामिल करने में xyxy=(1139,1537,1310,1766)
mla-body-col4: प्लास्टिक का उपयोग न करें। क्योंकि इससे सबसे अधिक गंदगी फैल रही है। उन्होंने यह भी बताया कि यह अभियान आगे भी निरंतर जारी रहेगा। मौके पर मुखिया सरस्वती मुर्मू, ग्राम प्रधान बाबुलाल टुडु, पूर्व मुखिया चंपा सरदार, भुवनेश्वर सरदार, फूलचंद सरदार, उदय सरदार, गोपीनाथ सरदार, भरत सरदार, दीपक सरदार, बुधू महतो, रतन सरदार, चंपा महतो, अनिरुद्ध नायक, पिंटू नायक, श्याम कालिंदी और अन्य श्रद्धालु समेत स्थानीय लोग भी मौजूद थे। xyxy=(809,2027,957,2198)
lead-body-col1: जमशेदपुर | समाहरणालय कार्यालय कक्ष में आयोजित जन शिकायत निवारण दिवस में उपायुक्त कर्ण सत्यार्थी ने आम नागरिकों, महिलाओं, वृद्धों, दिव्यांगजनों समेत विभिन्न वर्गों की समस्याओं को संवेदनशीलता से सुना। जिसके बाद उन्होंने विभागीय पदाधिकारियों को निर्देशित किया गया कि प्राप्त आवेदनों का त्वरित व न्यायसंगत निष्पादन सुनिश्चित किया जाए। इस दौरान नागरिकों ने सरकारी भूमि पर अतिक्रमण एवं नाला अवरुद्ध करने की शिकायत, शिक्षा ऋण, चिकित्सा सहायता xyxy=(403,365,578,521)
mla-dateline: जमशेदपुर xyxy=(37,2044,73,2056)
tree-body-left-text: न्युवोको विस्टास कॉर्प लिमिटेड ने अपनी कॉर्पोरेट सामाजिक उत्तरदायित्व (सीएसआर) के तहत जमशेदपुर स्थित सामुटोला गांव में सामाजिक वानिकी परियोजना की शुरुआत की। स्थानीय भूमि मालिकों को स्थायी आय के अवसर प्रदान करना है। परियोजना की शुरुआत स्थानीय आदिवासी लाभार्थी सुबेन मंगोदी के भूमि पर 165 पौधे लगाकर की गई। जिनमें जामुन, आम समेत अन्य फलदार वृक्षों को प्राथमिकता दी गई। जो न केवल xyxy=(1135,406,1307,563)
plantation-image xyxy=(1223,312,1307,384)
woman-portrait-image xyxy=(263,279,384,412)
state-title: झारखंड xyxy=(662,33,857,114)
arrest-headline: शास्त्री नगर से नाबालिग को बहला-फुसलाकर भगाने के मामले में पटना से सूरज गिरफ्तार xyxy=(587,1330,1118,1387)
sidebar-story1-body-cont xyxy=(37,420,383,656)
safai-dateline: जमशेदपुर xyxy=(1139,1537,1176,1549)
daily-label: हिन्दी दैनिक xyxy=(44,17,111,35)
plantation-image xyxy=(1136,237,1220,309)
website-line: www.shwetpatra.co.in xyxy=(1081,103,1292,122)
bank-body-col1: जमशेदपुर | वित्तीय सेवा विभाग भारत सरकार के निर्देश पर संचालित त्रैमासिक वित्तीय समावेशन संतृप्ति अभियान के अंतर्गत देवघर पंचायत गोलमुरी-सह-जुगसलाई प्रखंड में एक दिवसीय विशेष वित्तीय समावेशन शिविर का आयोजन किया गया। जिसका उद्देश्य ग्रामीणों को बैंकिंग सेवाओं से जोड़ना, प्रधानमंत्री जनधन खाते खोलना, खातों का री-केवाईसी तथा भारत सरकार की सामाजिक सुरक्षा योजनाओं जैसे पीएमजेजेबीवाई, पीएम एसबीवाई एवं एपीवाई आदि में अधिकतम पात्र लाभार्थियों का पंजीकरण सुनिश्चित करना रहा। इस दौरान भारतीय रिजर्व बैंक रांची के क्षेत्रीय निदेशक प्रेम रंजन प्रसाद सिंह एवं सहायक प्रबंधक अरविंद एक्का उपस्थित रहे। उन्होंने शिविर में उपस्थित ग्रामीणों से संवाद कर उन्हें सरकार की महत्वपूर्ण योजनाओं के बारे में जानकारी देते हुए इसमें पंजीकरण करने के लिए प्रेरित भी xyxy=(37,1416,208,1689)
tree-photo-2 xyxy=(1222,236,1307,310)
safai-body-col2: संबोधन में कहा कि यह उपलब्धि प्रतिदिन किए गए निरंतर और समर्पित प्रयासों का परिणाम है। तीसरे स्थान पर पहुंचना जमशेदपुर के लिए एक महत्वपूर्ण छलांग और गौरव का क्षण है। पृष्ठकवरण पर ध्यान केंद्रित करना जारी रखना होगा और प्रत्येक नागरिक में स्वच्छता की संस्कृति का पोषण करना होगा। हमारे सफाई कर्मचारी इस यात्रा के सच्चे नायक हैं। इस अवसर पर टीएसयूएस श्रमिक यूनियन के अध्यक्ष अवधेश रंजन, टाटा स्टील ओएसडी अमरनाथ सिंह, डी. एम. ओझा के महाप्रबंधक रविंद्र कुमार सिंह, नीता कुमारी के महाप्रबंधक विजय प्रकाश सिंह और जमशेदपुर टाउन ओईएस के साथ कई पदाधिकारी और अन्य अनेक सदस्य भी मौजूद थे। xyxy=(1316,1519,1485,1734)
plantation-image xyxy=(1223,237,1307,309)
oshaz-body-col3: इंडिया द्वारा चिन्हित 176 मृत श्रमिकों में से केवल 37 के आश्रितों को ही मुआवजा मिला है जबकि 721 जीवित रोगियों के परिवार अब भी मुआवजे के लिए भटक रहे हैं। वर्ष 2014 में मुसाबनी प्रखंड के 27 श्रमिकों में सिलिकोसिस की पुष्टि सरकारी रिपोर्ट में की गई थी, जिनमें से सिर्फ 5 मृतकों के आश्रितों को मुआवजा दिया गया, जबकि शेष 22 के परिवारों को अब तक कुछ नहीं मिला। इसी तरह डुमरिया और पालभूमगढ़ प्रखंड के 8-8 श्रमिकों में 2019 में सिलिकोसिस की पुष्टि हुई, लेकिन उन्हें भी मुआवजा नहीं दिया गया। xyxy=(1324,1964,1485,2150)
sidebar-story2-body: जमशेदपुर | पूर्वी सिंहभूम जिले के गुड़ाबांदा प्रखंड के स्वर्णखड़ी गांव में शुक्रवार सुबह जंगली हाथी के हमले में एक वृद्ध गंभीर रूप से घायल हो गए। घायल व्यक्ति की पहचान 65 वर्षीय अक्षुन बेरा के रूप में हुई है, जिन्हें इलाज के लिए तत्काल ओडिशा के बारीपदा अस्पताल ले जाया गया। बताया गया कि अक्षुन बेरा सुबह स्वर्णरेखा नदी के किनारे शौच के लिए गए थे, तभी अचानक एक जंगली हाथी ने उन पर हमला कर दिया। हमले में उन्हें गंभीर चोटें आईं। स्थानीय ग्रामीणों ने मौके पर पहुंचकर घायल को प्राथमिक उपचार दिया और फिर इलाज के लिए अस्पताल भेजा। घटना के बाद हाथी नदी किनारे की ओर चला गया, जिससे आसपास के गांवों में दहशत का माहौल बन गया है। वन विभाग को घटना की सूचना दे दी गई है और मुसाबनी वन क्षेत्र की टीम के अलावा चाकुलिया से विशेष रिस्पांस यूनिट को भी मौके पर भेजा जा रहा है ताकि हाथी को आबादी वाले क्षेत्र से दूर खदेड़ा जा सके। स्थानीय प्रशासन और वन विभाग की टीम लोगों से अपील कर रही है कि वे सतर्क रहें और हाथी के संपर्क में आने से बचें। xyxy=(37,695,383,852)
color-dots xyxy=(1141,19,1202,33)
masthead-rule xyxy=(30,166,1482,168)
lead-body-col1-text: समाहरणालय कार्यालय कक्ष में आयोजित जन शिकायत निवारण दिवस में उपायुक्त कर्ण सत्यार्थी ने आम नागरिकों, महिलाओं, वृद्धों, दिव्यांगजनों समेत विभिन्न वर्गों की समस्याओं को संवेदनशीलता से सुना। जिसके बाद उन्होंने विभागीय पदाधिकारियों को निर्देशित किया गया कि प्राप्त आवेदनों का त्वरित व न्यायसंगत निष्पादन सुनिश्चित किया जाए। इस दौरान नागरिकों ने सरकारी भूमि पर अतिक्रमण एवं नाला अवरुद्ध करने की शिकायत, शिक्षा ऋण, चिकित्सा सहायता xyxy=(403,365,578,521)
